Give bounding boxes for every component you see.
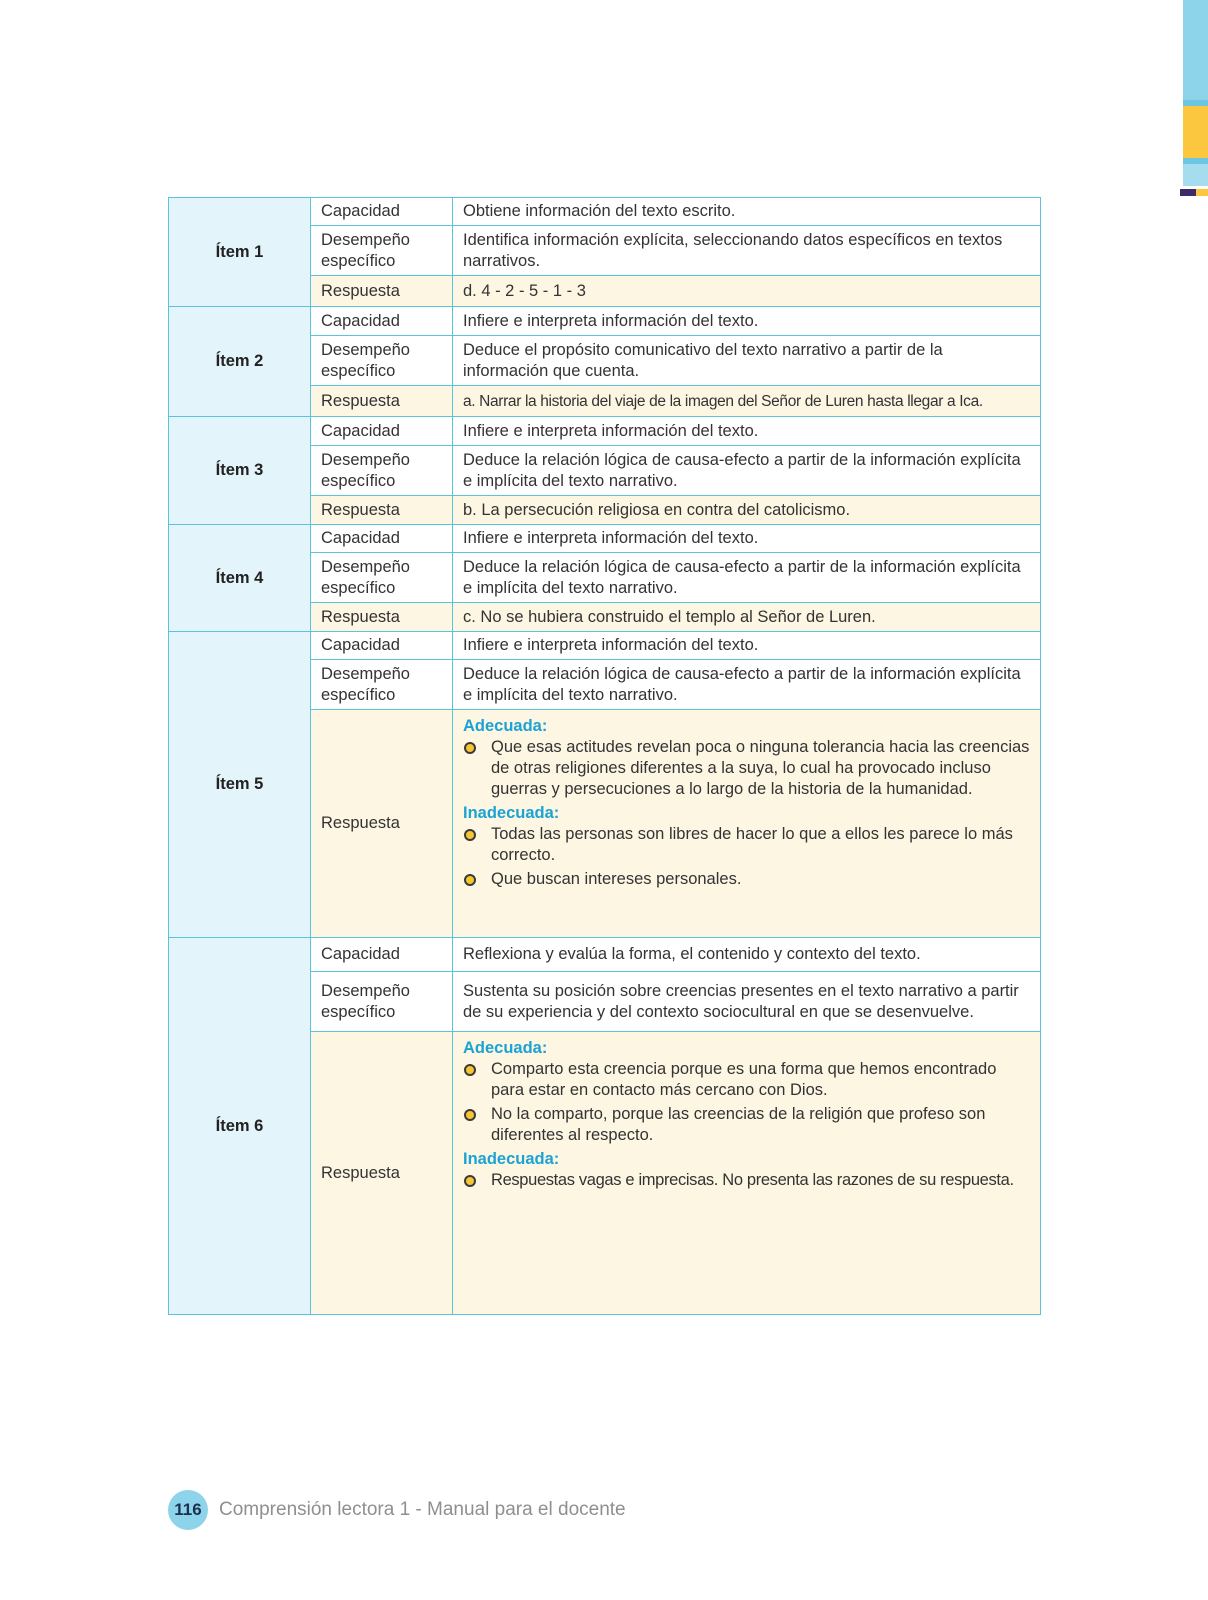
list-item xyxy=(463,1059,1030,1101)
list-item-text: Todas las personas son libres de hacer lo que a ellos les parece lo más correcto. xyxy=(491,825,1013,864)
inadecuada-list xyxy=(463,1170,1030,1191)
list-item-text: Que esas actitudes revelan poca o ninguna tolerancia hacia las creencias de otras religiones diferentes a la suya, lo cual ha provocado incluso guerras y persecuciones a lo largo de la historia de la humanidad. xyxy=(491,738,1030,798)
bullet-icon xyxy=(464,874,476,886)
list-item xyxy=(463,1170,1030,1191)
bullet-icon xyxy=(464,829,476,841)
list-item xyxy=(463,737,1030,800)
desempeno-value: Deduce la relación lógica de causa-efecto a partir de la información explícita e implícita del texto narrativo. xyxy=(453,553,1041,603)
respuesta-value xyxy=(453,1032,1041,1315)
desempeno-label: Desempeño específico xyxy=(311,553,453,603)
table-row xyxy=(169,417,1041,446)
edge-tab-purple xyxy=(1180,189,1196,196)
edge-tab-yellow-small xyxy=(1196,189,1208,196)
desempeno-value: Deduce el propósito comunicativo del texto narrativo a partir de la información que cuenta. xyxy=(453,336,1041,386)
item-label: Ítem 3 xyxy=(169,417,311,525)
desempeno-value: Sustenta su posición sobre creencias presentes en el texto narrativo a partir de su experiencia y del contexto sociocultural en que se desenvuelve. xyxy=(453,972,1041,1032)
respuesta-value xyxy=(453,710,1041,938)
capacidad-label: Capacidad xyxy=(311,938,453,972)
table-row xyxy=(169,198,1041,226)
capacidad-label: Capacidad xyxy=(311,525,453,553)
capacidad-value: Infiere e interpreta información del texto. xyxy=(453,417,1041,446)
list-item-text: Respuestas vagas e imprecisas. No presenta las razones de su respuesta. xyxy=(491,1171,1014,1189)
edge-tab-yellow xyxy=(1183,106,1208,158)
inadecuada-list xyxy=(463,824,1030,890)
respuesta-label: Respuesta xyxy=(311,710,453,938)
capacidad-label: Capacidad xyxy=(311,632,453,660)
inadecuada-label: Inadecuada: xyxy=(463,1150,560,1168)
answer-key-table xyxy=(168,197,1041,1315)
desempeno-label: Desempeño específico xyxy=(311,972,453,1032)
item-label: Ítem 2 xyxy=(169,307,311,417)
respuesta-label: Respuesta xyxy=(311,1032,453,1315)
list-item xyxy=(463,824,1030,866)
desempeno-label: Desempeño específico xyxy=(311,660,453,710)
item-label: Ítem 1 xyxy=(169,198,311,307)
list-item-text: Comparto esta creencia porque es una forma que hemos encontrado para estar en contacto más cercano con Dios. xyxy=(491,1060,997,1099)
table-row xyxy=(169,307,1041,336)
respuesta-value: d. 4 - 2 - 5 - 1 - 3 xyxy=(453,276,1041,307)
item-label: Ítem 4 xyxy=(169,525,311,632)
respuesta-value: c. No se hubiera construido el templo al Señor de Luren. xyxy=(453,603,1041,632)
table-row xyxy=(169,938,1041,972)
bullet-icon xyxy=(464,742,476,754)
respuesta-label: Respuesta xyxy=(311,276,453,307)
adecuada-label: Adecuada: xyxy=(463,717,548,735)
table-row xyxy=(169,525,1041,553)
list-item-text: No la comparto, porque las creencias de la religión que profeso son diferentes al respecto. xyxy=(491,1105,986,1144)
capacidad-value: Infiere e interpreta información del texto. xyxy=(453,632,1041,660)
respuesta-label: Respuesta xyxy=(311,603,453,632)
edge-tab-blue xyxy=(1183,0,1208,100)
list-item-text: Que buscan intereses personales. xyxy=(491,870,742,888)
list-item xyxy=(463,869,1030,890)
capacidad-value: Obtiene información del texto escrito. xyxy=(453,198,1041,226)
bullet-icon xyxy=(464,1175,476,1187)
desempeno-label: Desempeño específico xyxy=(311,336,453,386)
capacidad-value: Infiere e interpreta información del texto. xyxy=(453,525,1041,553)
table-row xyxy=(169,632,1041,660)
desempeno-value: Deduce la relación lógica de causa-efecto a partir de la información explícita e implícita del texto narrativo. xyxy=(453,660,1041,710)
desempeno-label: Desempeño específico xyxy=(311,226,453,276)
respuesta-label: Respuesta xyxy=(311,496,453,525)
capacidad-label: Capacidad xyxy=(311,198,453,226)
capacidad-value: Reflexiona y evalúa la forma, el contenido y contexto del texto. xyxy=(453,938,1041,972)
inadecuada-label: Inadecuada: xyxy=(463,804,560,822)
book-title: Comprensión lectora 1 - Manual para el docente xyxy=(219,1499,626,1520)
item-label: Ítem 5 xyxy=(169,632,311,938)
respuesta-value: b. La persecución religiosa en contra del catolicismo. xyxy=(453,496,1041,525)
respuesta-value: a. Narrar la historia del viaje de la imagen del Señor de Luren hasta llegar a Ica. xyxy=(453,386,1041,417)
capacidad-label: Capacidad xyxy=(311,417,453,446)
adecuada-list xyxy=(463,1059,1030,1146)
item-label: Ítem 6 xyxy=(169,938,311,1315)
desempeno-value: Deduce la relación lógica de causa-efecto a partir de la información explícita e implícita del texto narrativo. xyxy=(453,446,1041,496)
desempeno-label: Desempeño específico xyxy=(311,446,453,496)
edge-tab-light-blue xyxy=(1183,164,1208,186)
capacidad-value: Infiere e interpreta información del texto. xyxy=(453,307,1041,336)
bullet-icon xyxy=(464,1109,476,1121)
list-item xyxy=(463,1104,1030,1146)
adecuada-list xyxy=(463,737,1030,800)
respuesta-label: Respuesta xyxy=(311,386,453,417)
adecuada-label: Adecuada: xyxy=(463,1039,548,1057)
page-number: 116 xyxy=(168,1490,208,1530)
desempeno-value: Identifica información explícita, seleccionando datos específicos en textos narrativos. xyxy=(453,226,1041,276)
capacidad-label: Capacidad xyxy=(311,307,453,336)
bullet-icon xyxy=(464,1064,476,1076)
